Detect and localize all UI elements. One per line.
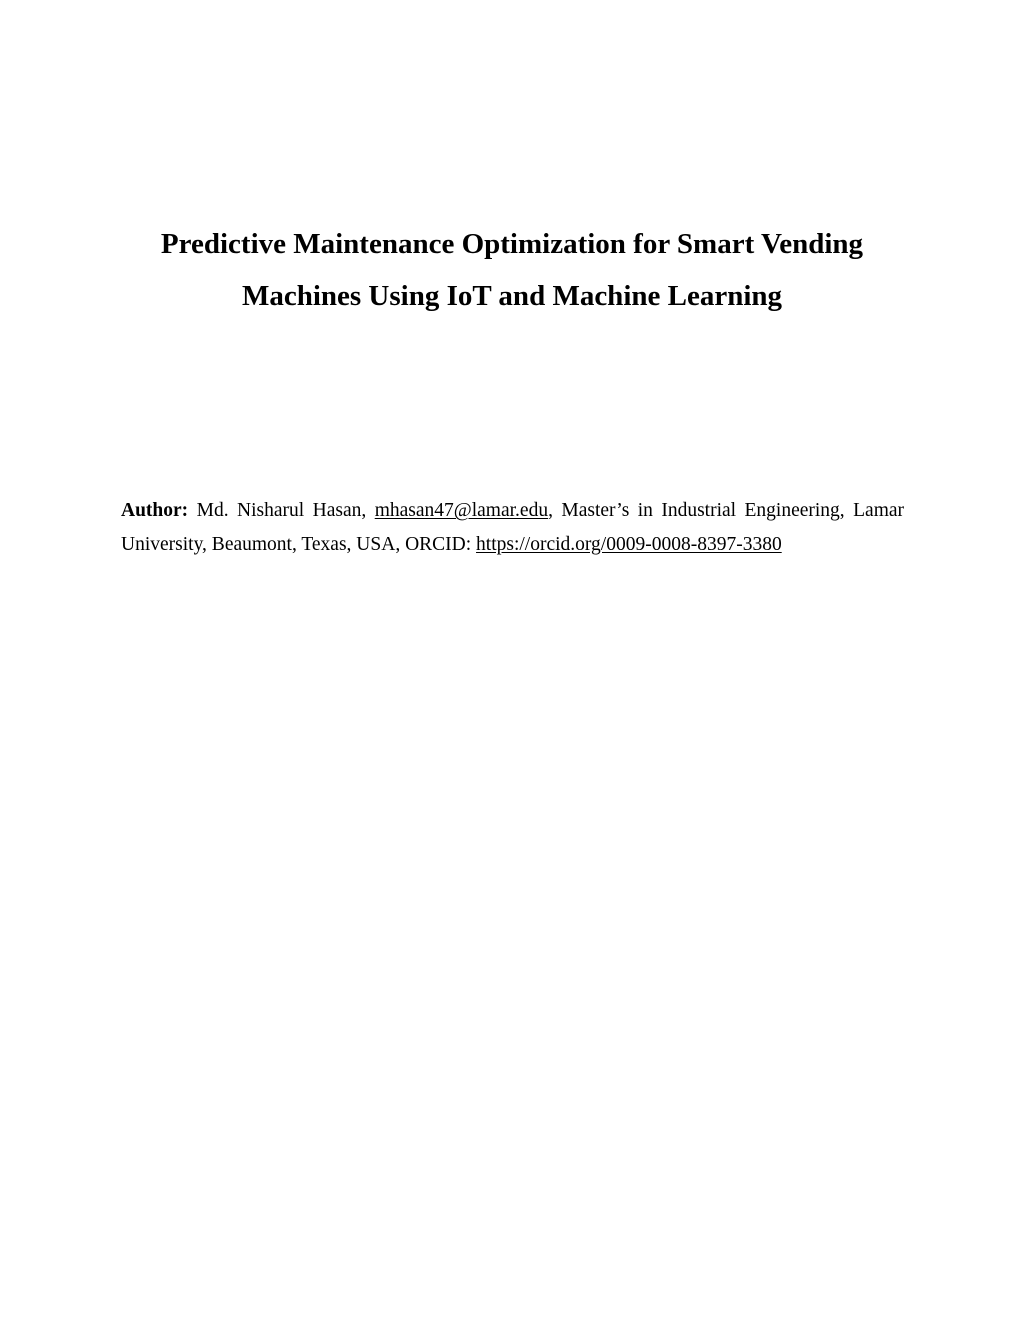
author-name: Md. Nisharul Hasan, xyxy=(196,500,367,521)
author-info xyxy=(121,494,904,562)
title-line-1: Predictive Maintenance Optimization for Smart Vending xyxy=(160,228,864,260)
author-line-2 xyxy=(121,528,904,562)
author-label: Author: xyxy=(121,500,189,521)
author-email-link[interactable]: mhasan47@lamar.edu xyxy=(374,500,549,521)
title-line-2: Machines Using IoT and Machine Learning xyxy=(241,280,783,312)
orcid-link[interactable]: https://orcid.org/0009-0008-8397-3380 xyxy=(476,534,782,555)
author-affiliation-part2: University, Beaumont, Texas, USA, ORCID: xyxy=(121,534,472,555)
author-affiliation-part1: , Master’s in Industrial Engineering, Lamar xyxy=(548,500,905,521)
author-line-1 xyxy=(121,494,904,528)
paper-title xyxy=(120,218,904,322)
